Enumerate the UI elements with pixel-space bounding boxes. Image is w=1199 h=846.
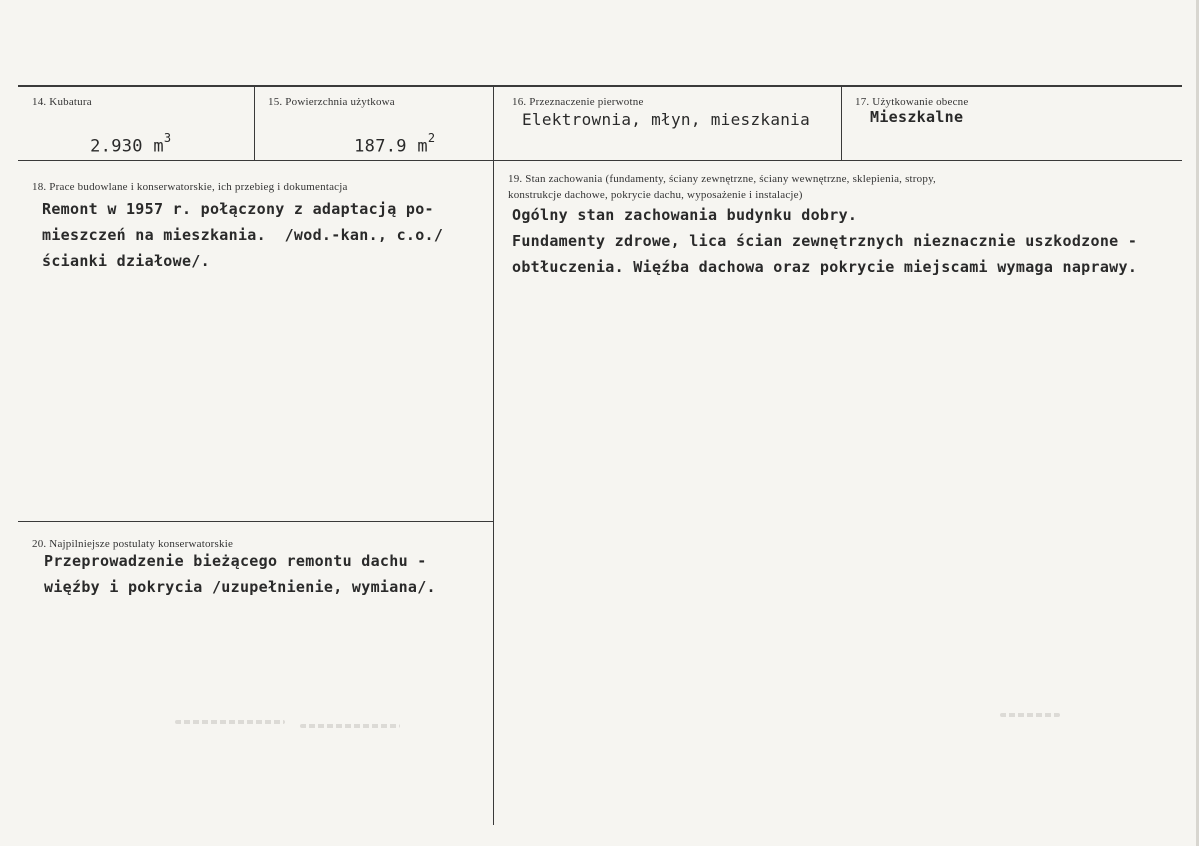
field-17-label: 17. Użytkowanie obecne bbox=[855, 96, 969, 108]
field-18-line-2: mieszczeń na mieszkania. /wod.-kan., c.o./ bbox=[42, 226, 444, 244]
field-16-value: Elektrownia, młyn, mieszkania bbox=[522, 110, 811, 129]
offset-smudge bbox=[300, 724, 400, 728]
field-19-line-3: obtłuczenia. Więźba dachowa oraz pokrycie miejscami wymaga naprawy. bbox=[512, 258, 1138, 276]
field-16-label: 16. Przeznaczenie pierwotne bbox=[512, 96, 644, 108]
top-rule bbox=[18, 85, 1182, 87]
offset-smudge bbox=[175, 720, 285, 724]
field-15-label: 15. Powierzchnia użytkowa bbox=[268, 96, 395, 108]
field-14-label: 14. Kubatura bbox=[32, 96, 92, 108]
field-14-unit-exponent: 3 bbox=[163, 131, 172, 145]
header-row-rule bbox=[18, 160, 1182, 161]
field-18-label: 18. Prace budowlane i konserwatorskie, ich przebieg i dokumentacja bbox=[32, 181, 348, 193]
field-15-value bbox=[312, 114, 435, 177]
field-15-value-text: 187.9 m bbox=[354, 136, 428, 157]
field-20-label: 20. Najpilniejsze postulaty konserwatorskie bbox=[32, 538, 234, 550]
field-19-line-2: Fundamenty zdrowe, lica ścian zewnętrznych nieznacznie uszkodzone - bbox=[512, 232, 1138, 250]
field-15-unit-exponent: 2 bbox=[427, 131, 436, 145]
field-17-value: Mieszkalne bbox=[870, 108, 964, 126]
field-14-value bbox=[48, 114, 171, 177]
field-19-line-1: Ogólny stan zachowania budynku dobry. bbox=[512, 206, 858, 224]
field-20-line-2: więźby i pokrycia /uzupełnienie, wymiana/. bbox=[44, 578, 436, 596]
field-19-label-line-1: 19. Stan zachowania (fundamenty, ściany zewnętrzne, ściany wewnętrzne, sklepienia, stropy, bbox=[508, 173, 937, 185]
offset-smudge bbox=[1000, 713, 1060, 717]
field-18-line-1: Remont w 1957 r. połączony z adaptacją po- bbox=[42, 200, 434, 218]
divider-main-vertical bbox=[493, 161, 494, 825]
divider-15-16 bbox=[493, 86, 494, 160]
divider-16-17 bbox=[841, 86, 842, 160]
field-19-label-line-2: konstrukcje dachowe, pokrycie dachu, wyposażenie i instalacje) bbox=[508, 189, 803, 201]
divider-14-15 bbox=[254, 86, 255, 160]
field-18-line-3: ścianki działowe/. bbox=[42, 252, 210, 270]
field-20-line-1: Przeprowadzenie bieżącego remontu dachu - bbox=[44, 552, 427, 570]
field-14-value-text: 2.930 m bbox=[90, 136, 164, 157]
divider-18-20 bbox=[18, 521, 493, 522]
